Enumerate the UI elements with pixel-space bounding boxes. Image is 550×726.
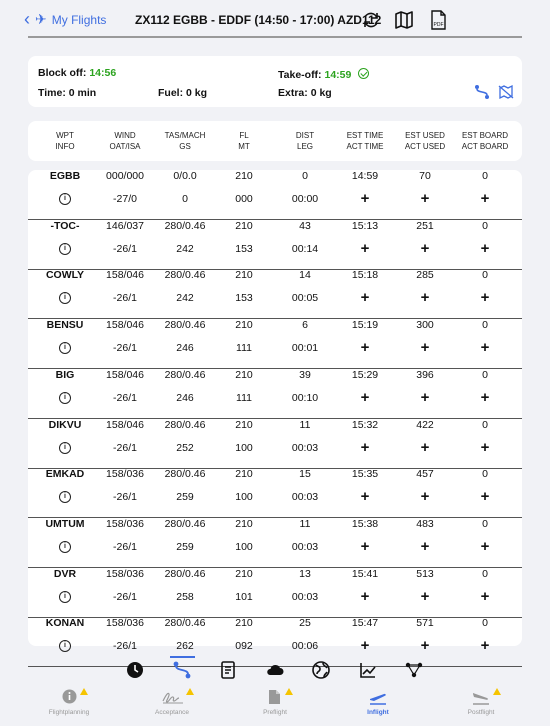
add-actual-button[interactable]: + — [480, 488, 490, 506]
waypoint-name: DIKVU — [48, 418, 82, 431]
info-icon[interactable]: i — [59, 442, 71, 454]
table-row[interactable] — [28, 170, 522, 220]
tab-label: Acceptance — [155, 709, 189, 716]
col-top-label: DIST — [295, 131, 315, 140]
cell-oat: -26/1 — [113, 391, 137, 404]
weather-cloud-icon[interactable] — [265, 660, 285, 680]
cell-fl: 210 — [235, 269, 253, 282]
cell-tas: 280/0.46 — [164, 319, 206, 332]
signature-icon — [162, 690, 184, 704]
cell-dist: 15 — [299, 468, 311, 481]
cell-fl: 210 — [235, 368, 253, 381]
add-actual-button[interactable]: + — [480, 239, 490, 257]
table-row[interactable] — [28, 319, 522, 369]
col-top-label: FL — [239, 131, 249, 140]
cell-est-board: 0 — [482, 170, 488, 182]
document-icon — [268, 689, 281, 705]
cell-wind: 158/046 — [106, 368, 144, 381]
cell-fl: 210 — [235, 170, 253, 182]
tab-preflight[interactable] — [230, 688, 320, 716]
cell-tas: 280/0.46 — [164, 219, 206, 232]
info-icon[interactable]: i — [59, 541, 71, 553]
cell-mt: 111 — [236, 391, 252, 404]
col-board — [462, 130, 509, 152]
col-wind — [110, 130, 141, 152]
add-actual-button[interactable]: + — [420, 537, 430, 555]
col-wpt — [55, 130, 74, 152]
cell-est-board: 0 — [482, 617, 488, 630]
cell-wind: 158/036 — [106, 617, 144, 630]
add-actual-button[interactable]: + — [360, 289, 370, 307]
add-actual-button[interactable]: + — [420, 488, 430, 506]
add-actual-button[interactable]: + — [480, 339, 490, 357]
takeoff-label: Take-off: — [278, 69, 322, 81]
time — [38, 87, 96, 99]
info-icon[interactable]: i — [59, 640, 71, 652]
navlog-table[interactable] — [28, 170, 522, 655]
table-row[interactable] — [28, 369, 522, 419]
flight-title: ZX112 EGBB - EDDF (14:50 - 17:00) AZD112 — [135, 13, 382, 27]
airplane-takeoff-icon — [368, 689, 388, 705]
cell-gs: 262 — [176, 640, 194, 653]
tab-label: Inflight — [367, 709, 389, 716]
cell-wind: 000/000 — [106, 170, 144, 182]
add-actual-button[interactable]: + — [420, 438, 430, 456]
tab-label: Flightplanning — [48, 709, 90, 716]
back-label: My Flights — [51, 12, 107, 27]
cell-dist: 0 — [302, 170, 308, 182]
cell-tas: 280/0.46 — [164, 617, 206, 630]
cell-est-used: 457 — [416, 468, 434, 481]
cell-oat: -26/1 — [113, 640, 137, 653]
add-actual-button[interactable]: + — [420, 289, 430, 307]
refresh-icon[interactable] — [360, 9, 382, 31]
cell-est-board: 0 — [482, 418, 488, 431]
col-bottom-label: LEG — [296, 142, 314, 151]
takeoff-value: 14:59 — [324, 69, 352, 81]
map-icon[interactable] — [393, 9, 415, 31]
fuel-value: 0 kg — [186, 87, 208, 99]
cell-fl: 210 — [235, 319, 253, 332]
cell-fl: 210 — [235, 567, 253, 580]
cell-est-time: 15:38 — [351, 517, 379, 530]
cell-fl: 210 — [235, 517, 253, 530]
cell-dist: 6 — [302, 319, 308, 332]
cell-leg: 00:03 — [291, 491, 319, 504]
cell-mt: 092 — [235, 640, 253, 653]
clock-icon[interactable] — [125, 660, 145, 680]
cell-oat: -26/1 — [113, 491, 137, 504]
tab-flightplanning[interactable] — [24, 688, 114, 716]
time-label: Time: — [38, 87, 66, 99]
add-actual-button[interactable]: + — [360, 388, 370, 406]
add-actual-button[interactable]: + — [420, 339, 430, 357]
cell-est-used: 251 — [416, 219, 434, 232]
time-value: 0 min — [68, 87, 97, 99]
waypoint-name: BENSU — [46, 319, 84, 332]
table-row[interactable] — [28, 568, 522, 618]
cell-mt: 000 — [235, 193, 253, 205]
cell-gs: 242 — [176, 292, 194, 305]
waypoint-name: DVR — [53, 567, 77, 580]
col-top-label: EST TIME — [346, 131, 384, 140]
tab-inflight[interactable] — [333, 688, 423, 716]
cell-leg: 00:14 — [291, 242, 319, 255]
waypoint-name: KONAN — [45, 617, 85, 630]
extra — [278, 87, 332, 99]
add-actual-button[interactable]: + — [480, 637, 490, 655]
info-icon[interactable]: i — [59, 392, 71, 404]
cell-est-time: 15:19 — [351, 319, 379, 332]
add-actual-button[interactable]: + — [360, 339, 370, 357]
cell-dist: 11 — [299, 418, 311, 431]
cell-tas: 280/0.46 — [164, 517, 206, 530]
col-time — [346, 130, 383, 152]
cell-wind: 158/046 — [106, 418, 144, 431]
cell-gs: 0 — [182, 193, 188, 205]
cell-est-used: 483 — [416, 517, 434, 530]
cell-est-board: 0 — [482, 269, 488, 282]
cell-est-used: 571 — [416, 617, 434, 630]
cell-tas: 280/0.46 — [164, 468, 206, 481]
add-actual-button[interactable]: + — [420, 239, 430, 257]
document-icon[interactable] — [218, 660, 238, 680]
cell-dist: 43 — [299, 219, 311, 232]
cell-gs: 259 — [176, 540, 194, 553]
cell-est-used: 422 — [416, 418, 434, 431]
cell-oat: -27/0 — [113, 193, 137, 205]
info-icon[interactable]: i — [59, 292, 71, 304]
fuel-label: Fuel: — [158, 87, 184, 99]
cell-wind: 158/036 — [106, 517, 144, 530]
cell-fl: 210 — [235, 468, 253, 481]
cell-leg: 00:03 — [291, 540, 319, 553]
cell-wind: 158/046 — [106, 319, 144, 332]
col-used — [405, 130, 445, 152]
add-actual-button[interactable]: + — [360, 239, 370, 257]
cell-gs: 259 — [176, 491, 194, 504]
back-button[interactable] — [24, 8, 107, 29]
cell-leg: 00:00 — [291, 193, 319, 205]
add-actual-button[interactable]: + — [360, 190, 370, 207]
cell-est-used: 300 — [416, 319, 434, 332]
cell-est-used: 285 — [416, 269, 434, 282]
waypoint-name: EMKAD — [45, 468, 85, 481]
cell-leg: 00:05 — [291, 292, 319, 305]
col-top-label: TAS/MACH — [164, 131, 206, 140]
cell-wind: 158/036 — [106, 567, 144, 580]
cell-dist: 25 — [299, 617, 311, 630]
cell-wind: 158/036 — [106, 468, 144, 481]
cell-gs: 246 — [176, 342, 194, 355]
col-top-label: EST USED — [405, 131, 445, 140]
col-dist — [296, 130, 314, 152]
airplane-landing-icon — [471, 689, 491, 705]
add-actual-button[interactable]: + — [420, 190, 430, 207]
cell-dist: 13 — [299, 567, 311, 580]
cell-oat: -26/1 — [113, 342, 137, 355]
cell-dist: 11 — [299, 517, 311, 530]
info-icon[interactable]: i — [59, 243, 71, 255]
cell-oat: -26/1 — [113, 441, 137, 454]
cell-mt: 100 — [235, 441, 253, 454]
cell-mt: 111 — [236, 342, 252, 355]
col-tas — [165, 130, 206, 152]
route-icon[interactable] — [474, 84, 490, 100]
cell-est-time: 15:13 — [351, 219, 379, 232]
cell-est-time: 15:35 — [351, 468, 379, 481]
col-bottom-label: OAT/ISA — [109, 142, 141, 151]
cell-est-board: 0 — [482, 319, 488, 332]
chevron-left-icon: ‹ — [24, 8, 30, 29]
waypoint-name: BIG — [55, 368, 75, 381]
cell-tas: 280/0.46 — [164, 567, 206, 580]
cell-dist: 14 — [299, 269, 311, 282]
info-circle-icon — [62, 689, 77, 704]
block-off-label: Block off: — [38, 67, 87, 79]
cell-gs: 252 — [176, 441, 194, 454]
info-icon[interactable]: i — [59, 342, 71, 354]
cell-leg: 00:01 — [291, 342, 319, 355]
cell-est-board: 0 — [482, 368, 488, 381]
pdf-document-icon[interactable] — [427, 9, 449, 31]
extra-value: 0 kg — [310, 87, 332, 99]
col-top-label: EST BOARD — [461, 131, 509, 140]
add-actual-button[interactable]: + — [480, 537, 490, 555]
add-actual-button[interactable]: + — [360, 587, 370, 605]
add-actual-button[interactable]: + — [480, 190, 490, 207]
extra-label: Extra: — [278, 87, 308, 99]
cell-tas: 280/0.46 — [164, 368, 206, 381]
fuel — [158, 87, 207, 99]
block-off — [38, 67, 116, 79]
table-row[interactable] — [28, 518, 522, 568]
warning-icon — [493, 688, 501, 695]
table-row[interactable] — [28, 220, 522, 270]
cell-oat: -26/1 — [113, 540, 137, 553]
block-off-value: 14:56 — [89, 67, 117, 79]
add-actual-button[interactable]: + — [480, 388, 490, 406]
info-icon[interactable]: i — [59, 591, 71, 603]
warning-icon — [80, 688, 88, 695]
warning-icon — [285, 688, 293, 695]
cell-est-time: 15:41 — [351, 567, 379, 580]
cell-est-time: 15:47 — [351, 617, 379, 630]
cell-leg: 00:03 — [291, 441, 319, 454]
add-actual-button[interactable]: + — [480, 587, 490, 605]
tab-acceptance[interactable] — [127, 688, 217, 716]
flight-summary-card — [28, 56, 522, 107]
cell-mt: 100 — [235, 491, 253, 504]
column-header-card — [28, 121, 522, 161]
info-icon[interactable]: i — [59, 491, 71, 503]
takeoff — [278, 67, 369, 81]
col-bottom-label: GS — [179, 142, 191, 151]
cell-leg: 00:06 — [291, 640, 319, 653]
col-top-label: WIND — [114, 131, 136, 140]
cell-tas: 280/0.46 — [164, 418, 206, 431]
cell-est-time: 15:18 — [351, 269, 379, 282]
waypoint-name: EGBB — [49, 170, 81, 182]
cell-est-board: 0 — [482, 219, 488, 232]
col-bottom-label: ACT BOARD — [461, 142, 509, 151]
map-off-icon[interactable] — [498, 84, 514, 100]
cell-oat: -26/1 — [113, 242, 137, 255]
cell-fl: 210 — [235, 617, 253, 630]
add-actual-button[interactable]: + — [420, 388, 430, 406]
cell-mt: 101 — [235, 590, 253, 603]
cell-est-used: 70 — [419, 170, 431, 182]
add-actual-button[interactable]: + — [360, 637, 370, 655]
cell-oat: -26/1 — [113, 590, 137, 603]
cell-gs: 258 — [176, 590, 194, 603]
cell-oat: -26/1 — [113, 292, 137, 305]
cell-est-used: 513 — [416, 567, 434, 580]
table-row[interactable] — [28, 468, 522, 518]
toolbar-selection-indicator — [170, 656, 195, 658]
tab-postflight[interactable] — [436, 688, 526, 716]
warning-icon — [186, 688, 194, 695]
tab-label: Preflight — [263, 709, 287, 716]
cell-gs: 242 — [176, 242, 194, 255]
col-bottom-label: INFO — [55, 142, 75, 151]
cell-fl: 210 — [235, 418, 253, 431]
network-icon[interactable] — [404, 660, 424, 680]
add-actual-button[interactable]: + — [420, 637, 430, 655]
table-row[interactable] — [28, 419, 522, 469]
cell-tas: 280/0.46 — [164, 269, 206, 282]
col-top-label: WPT — [56, 131, 74, 140]
add-actual-button[interactable]: + — [360, 488, 370, 506]
cell-tas: 0/0.0 — [173, 170, 197, 182]
top-bar — [0, 0, 550, 38]
cell-gs: 246 — [176, 391, 194, 404]
chart-icon[interactable] — [358, 660, 378, 680]
info-icon[interactable]: i — [59, 193, 71, 205]
cell-est-board: 0 — [482, 567, 488, 580]
cell-est-board: 0 — [482, 468, 488, 481]
cell-est-time: 15:32 — [351, 418, 379, 431]
table-row[interactable] — [28, 269, 522, 319]
cell-wind: 146/037 — [106, 219, 144, 232]
airplane-icon: ✈ — [35, 11, 47, 27]
col-bottom-label: MT — [238, 142, 250, 151]
route-icon[interactable] — [172, 660, 192, 680]
waypoint-name: -TOC- — [50, 219, 80, 232]
add-actual-button[interactable]: + — [360, 438, 370, 456]
add-actual-button[interactable]: + — [480, 289, 490, 307]
col-bottom-label: ACT USED — [404, 142, 446, 151]
add-actual-button[interactable]: + — [420, 587, 430, 605]
col-bottom-label: ACT TIME — [346, 142, 384, 151]
cell-leg: 00:10 — [291, 391, 319, 404]
svg-text:PDF: PDF — [433, 22, 444, 28]
globe-icon[interactable] — [311, 660, 331, 680]
header-divider — [28, 36, 522, 38]
add-actual-button[interactable]: + — [480, 438, 490, 456]
cell-dist: 39 — [299, 368, 311, 381]
waypoint-name: UMTUM — [45, 517, 85, 530]
cell-est-used: 396 — [416, 368, 434, 381]
cell-mt: 153 — [235, 242, 253, 255]
col-fl — [238, 130, 250, 152]
cell-est-time: 14:59 — [351, 170, 379, 182]
cell-est-time: 15:29 — [351, 368, 379, 381]
tab-label: Postflight — [467, 709, 495, 716]
cell-wind: 158/046 — [106, 269, 144, 282]
cell-mt: 100 — [235, 540, 253, 553]
cell-fl: 210 — [235, 219, 253, 232]
cell-est-board: 0 — [482, 517, 488, 530]
check-circle-icon — [358, 68, 369, 79]
cell-leg: 00:03 — [291, 590, 319, 603]
add-actual-button[interactable]: + — [360, 537, 370, 555]
cell-mt: 153 — [235, 292, 253, 305]
waypoint-name: COWLY — [45, 269, 85, 282]
